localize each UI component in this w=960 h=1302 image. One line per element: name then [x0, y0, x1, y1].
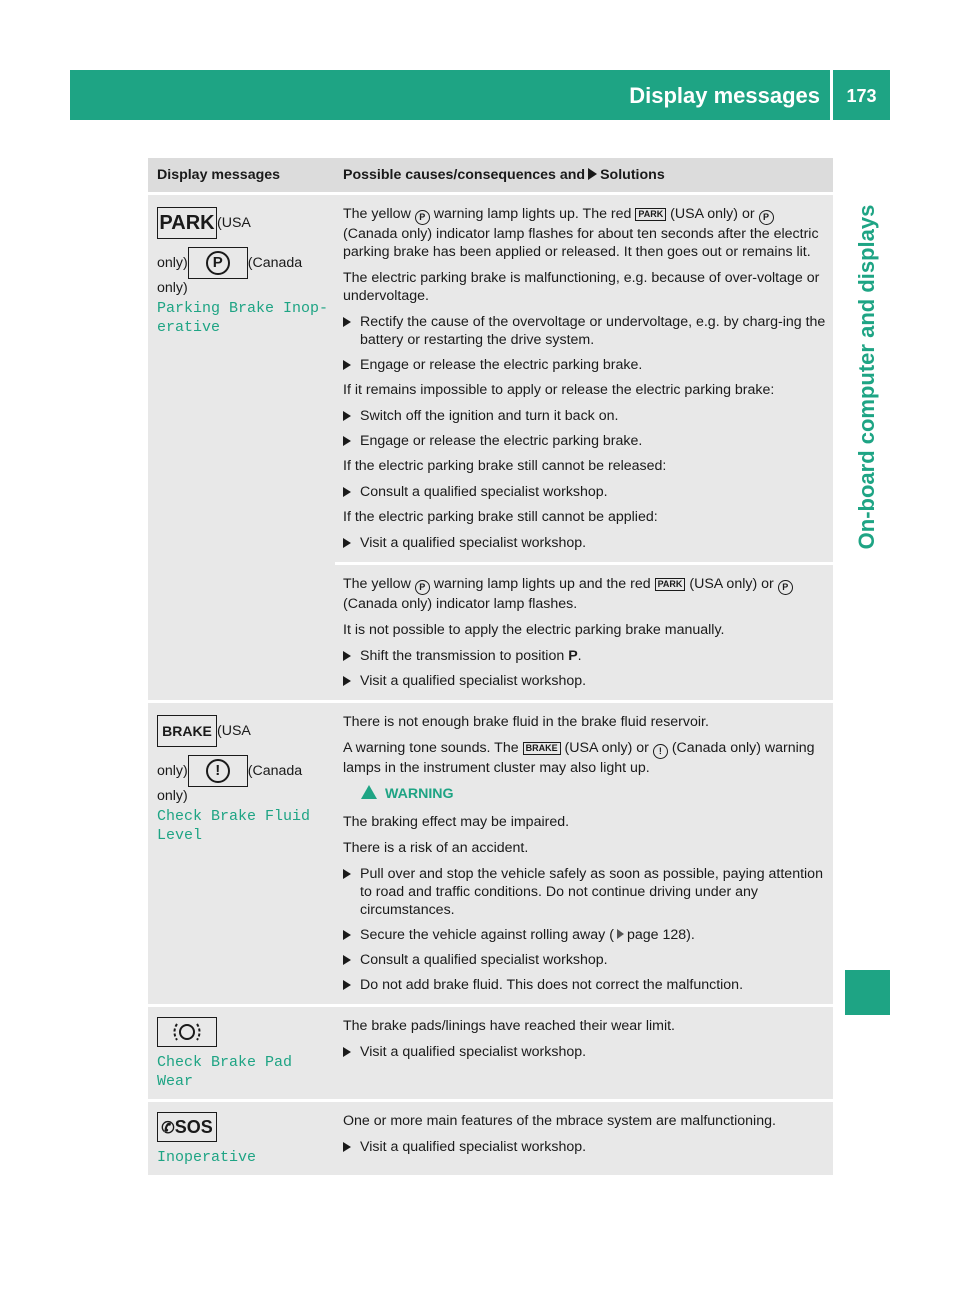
usa-label: (USA — [217, 215, 251, 231]
paragraph: The electric parking brake is malfunctioning, e.g. because of over-voltage or undervoltage. — [343, 270, 820, 304]
arrow-icon — [343, 436, 351, 446]
only-label: only) — [157, 255, 188, 271]
gear-position: P — [568, 648, 578, 664]
paragraph: It is not possible to apply the electric parking brake manually. — [343, 622, 725, 638]
exclamation-circle-icon: ! — [653, 744, 668, 759]
step-text: Visit a qualified specialist workshop. — [360, 535, 587, 551]
text: or — [761, 576, 774, 592]
solution-cell — [335, 1007, 833, 1099]
usa-label: (USA — [217, 723, 251, 739]
message-cell-brake-fluid — [148, 703, 335, 1004]
text: warning lamp lights up and the red — [433, 576, 651, 592]
brake-pad-wear-icon — [157, 1017, 217, 1047]
solution-cell — [335, 195, 833, 562]
canada-label: (Canada — [247, 255, 303, 271]
text: warning lamp lights up. The red — [433, 206, 632, 222]
instruction-step — [343, 356, 829, 374]
chapter-side-tab-label: On-board computer and displays — [854, 204, 879, 550]
message-line: Level — [157, 827, 203, 844]
text: (USA only) — [670, 206, 738, 222]
page-reference-icon — [617, 929, 624, 939]
display-messages-table — [148, 155, 833, 1178]
brake-icon: BRAKE — [157, 715, 217, 747]
paragraph: One or more main features of the mbrace system are malfunctioning. — [343, 1113, 776, 1129]
step-text: Secure the vehicle against rolling away ( — [360, 927, 614, 943]
text: (USA only) or — [564, 740, 649, 756]
step-text: Shift the transmission to position — [360, 648, 565, 664]
step-text: Consult a qualified specialist workshop. — [360, 484, 608, 500]
paragraph: The braking effect may be impaired. — [343, 814, 570, 830]
text: A warning tone sounds. The — [343, 740, 519, 756]
step-text: Visit a qualified specialist workshop. — [360, 673, 587, 689]
paragraph: If the electric parking brake still cannot be released: — [343, 458, 667, 474]
warning-label: WARNING — [385, 786, 454, 802]
park-icon: PARK — [655, 578, 686, 591]
chapter-side-tab[interactable] — [845, 132, 890, 622]
display-message-text — [157, 807, 329, 845]
p-circle-icon: P — [415, 210, 430, 225]
instruction-step — [343, 432, 829, 450]
brake-icon: BRAKE — [523, 742, 561, 755]
step-text: Do not add brake fluid. This does not correct the malfunction. — [360, 977, 744, 993]
arrow-icon — [343, 955, 351, 965]
instruction-step — [343, 926, 829, 944]
table-row — [148, 1007, 833, 1099]
table-row — [148, 195, 833, 562]
message-cell-parking-brake — [148, 195, 335, 700]
message-cell-mbrace — [148, 1102, 335, 1175]
text: (Canada only) indicator lamp flashes. — [343, 596, 578, 612]
p-circle-icon: P — [206, 251, 230, 275]
message-line: erative — [157, 319, 221, 336]
only-label-2: only) — [157, 280, 188, 296]
instruction-step — [343, 951, 829, 969]
arrow-icon — [343, 360, 351, 370]
arrow-icon — [343, 1142, 351, 1152]
step-text: Engage or release the electric parking brake. — [360, 357, 643, 373]
message-line: Parking Brake Inop‐ — [157, 300, 329, 317]
text: (USA only) — [689, 576, 758, 592]
instruction-step — [343, 672, 829, 690]
arrow-icon — [343, 930, 351, 940]
warning-triangle-icon — [361, 785, 377, 799]
text: The yellow — [343, 576, 411, 592]
step-text: Rectify the cause of the overvoltage or undervoltage, e.g. by charg-ing the battery or restarting the drive system. — [360, 314, 826, 348]
sos-label: SOS — [174, 1117, 213, 1137]
park-icon: PARK — [635, 208, 666, 221]
instruction-step — [343, 313, 829, 349]
park-icon: PARK — [157, 207, 217, 239]
phone-icon: ✆ — [161, 1120, 175, 1137]
text: or — [741, 206, 755, 222]
p-circle-icon: P — [415, 580, 430, 595]
parking-brake-circle-icon — [188, 247, 248, 279]
instruction-step — [343, 483, 829, 501]
brake-pad-wear-icon-graphic — [158, 1018, 216, 1046]
warning-heading — [343, 785, 829, 803]
step-text: Switch off the ignition and turn it back on. — [360, 408, 619, 424]
only-label-2: only) — [157, 788, 188, 804]
solution-cell — [335, 1102, 833, 1175]
arrow-icon — [343, 487, 351, 497]
step-text: Pull over and stop the vehicle safely as soon as possible, paying attention to road and traffic conditions. Do not continue driving under any circumstances. — [360, 866, 823, 918]
display-message-text — [157, 299, 329, 337]
instruction-step — [343, 407, 829, 425]
table-row — [148, 703, 833, 1004]
arrow-icon — [343, 676, 351, 686]
arrow-icon — [343, 538, 351, 548]
text: The yellow — [343, 206, 411, 222]
paragraph: There is a risk of an accident. — [343, 840, 529, 856]
solution-cell — [335, 703, 833, 1004]
column-header-display-messages: Display messages — [148, 158, 335, 192]
brake-warning-icon — [188, 755, 248, 787]
arrow-icon — [343, 317, 351, 327]
page-number: 173 — [846, 86, 877, 106]
paragraph — [343, 205, 829, 261]
exclamation-circle-icon: ! — [206, 759, 230, 783]
display-message-text: Check Brake Pad Wear — [157, 1054, 293, 1090]
arrow-icon — [343, 980, 351, 990]
instruction-step — [343, 1043, 829, 1061]
arrow-icon — [343, 1047, 351, 1057]
page-reference-link[interactable]: page 128). — [626, 927, 695, 943]
column-header-causes-solutions — [335, 158, 833, 192]
paragraph — [343, 739, 829, 777]
instruction-step — [343, 865, 829, 919]
chapter-marker-square — [845, 970, 890, 1015]
instruction-step — [343, 976, 829, 994]
p-circle-icon: P — [778, 580, 793, 595]
text: (Canada only) indicator lamp flashes for about ten seconds after the electric parking brake has been applied or released. It then goes out or remains lit. — [343, 226, 819, 260]
text: . — [577, 648, 582, 664]
display-message-text: Inoperative — [157, 1149, 257, 1166]
paragraph — [343, 575, 829, 613]
step-text: Consult a qualified specialist workshop. — [360, 952, 608, 968]
column-header-solutions-text: Solutions — [600, 167, 665, 183]
page-section-title: Display messages — [629, 83, 820, 108]
message-line: Check Brake Fluid — [157, 808, 311, 825]
message-cell-brake-pad — [148, 1007, 335, 1099]
step-text: Engage or release the electric parking brake. — [360, 433, 643, 449]
instruction-step — [343, 534, 829, 552]
instruction-step — [343, 647, 829, 665]
solution-cell — [335, 565, 833, 700]
canada-label: (Canada — [247, 763, 303, 779]
only-label: only) — [157, 763, 188, 779]
sos-phone-icon — [157, 1112, 217, 1142]
text: (Canada only) warning lamps in the instrument cluster may also light up. — [343, 740, 815, 776]
arrow-icon — [343, 869, 351, 879]
step-text: Visit a qualified specialist workshop. — [360, 1044, 587, 1060]
table-header-row — [148, 158, 833, 192]
arrow-icon — [343, 651, 351, 661]
arrow-icon — [343, 411, 351, 421]
p-circle-icon: P — [759, 210, 774, 225]
step-text: Visit a qualified specialist workshop. — [360, 1139, 587, 1155]
column-header-causes-text: Possible causes/consequences and — [343, 167, 586, 183]
paragraph: There is not enough brake fluid in the brake fluid reservoir. — [343, 714, 709, 730]
paragraph: If the electric parking brake still cannot be applied: — [343, 509, 658, 525]
arrow-icon — [588, 168, 597, 180]
instruction-step — [343, 1138, 829, 1156]
paragraph: If it remains impossible to apply or release the electric parking brake: — [343, 382, 775, 398]
table-row — [148, 1102, 833, 1175]
paragraph: The brake pads/linings have reached their wear limit. — [343, 1018, 675, 1034]
